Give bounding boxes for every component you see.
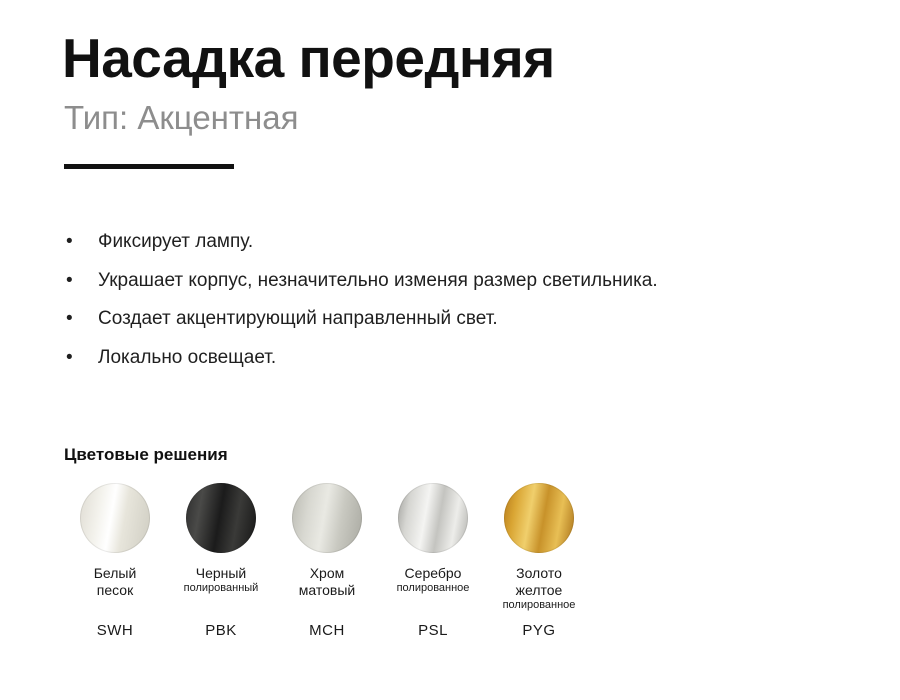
color-code-mch: MCH (309, 622, 345, 640)
color-finish-pbk: полированный (183, 582, 259, 595)
color-circle-swh (80, 483, 150, 553)
color-finish-pyg: полированное (502, 598, 576, 611)
color-finish-psl: полированное (396, 582, 470, 595)
color-circle-psl (398, 483, 468, 553)
list-item-label: Фиксирует лампу. (98, 231, 254, 253)
list-item (62, 229, 840, 255)
title-divider (64, 164, 234, 169)
feature-list (62, 229, 840, 371)
color-code-swh: SWH (96, 622, 134, 640)
color-swatch-list (62, 483, 840, 612)
color-name-line1: Белый (93, 564, 137, 581)
color-circle-mch (292, 483, 362, 553)
list-item-label: Создает акцентирующий направленный свет. (98, 308, 498, 330)
color-circle-pbk (186, 483, 256, 553)
list-item (62, 268, 840, 294)
list-item (62, 306, 840, 332)
color-label-pyg (486, 565, 592, 612)
page-title: Насадка передняя (62, 27, 555, 89)
bullet-icon: • (66, 308, 73, 330)
color-name-line2: матовый (298, 582, 356, 599)
color-code-psl: PSL (418, 622, 448, 640)
color-label-pbk (168, 565, 274, 596)
color-circle-pyg (504, 483, 574, 553)
list-item (62, 345, 840, 371)
page-subtitle: Тип: Акцентная (64, 98, 299, 136)
color-name-line1: Черный (195, 564, 247, 581)
bullet-icon: • (66, 269, 73, 291)
color-code-list (62, 612, 840, 639)
color-label-psl (380, 565, 486, 596)
color-swatch-swh[interactable] (62, 483, 168, 599)
list-item-label: Локально освещает. (98, 346, 277, 368)
color-name-line1: Серебро (404, 564, 462, 581)
color-name-line2: желтое (515, 582, 563, 599)
color-label-swh (62, 565, 168, 599)
color-code-pyg: PYG (522, 622, 556, 640)
color-name-line2: песок (96, 582, 134, 599)
list-item-label: Украшает корпус, незначительно изменяя размер светильника. (98, 269, 658, 291)
bullet-icon: • (66, 346, 73, 368)
color-code-pbk: PBK (205, 622, 237, 640)
color-name-line1: Хром (309, 564, 345, 581)
color-swatch-psl[interactable] (380, 483, 486, 596)
color-swatch-mch[interactable] (274, 483, 380, 599)
color-swatch-pyg[interactable] (486, 483, 592, 612)
bullet-icon: • (66, 231, 73, 253)
color-label-mch (274, 565, 380, 599)
colors-section-heading: Цветовые решения (64, 444, 228, 464)
color-swatch-pbk[interactable] (168, 483, 274, 596)
color-name-line1: Золото (516, 564, 562, 581)
